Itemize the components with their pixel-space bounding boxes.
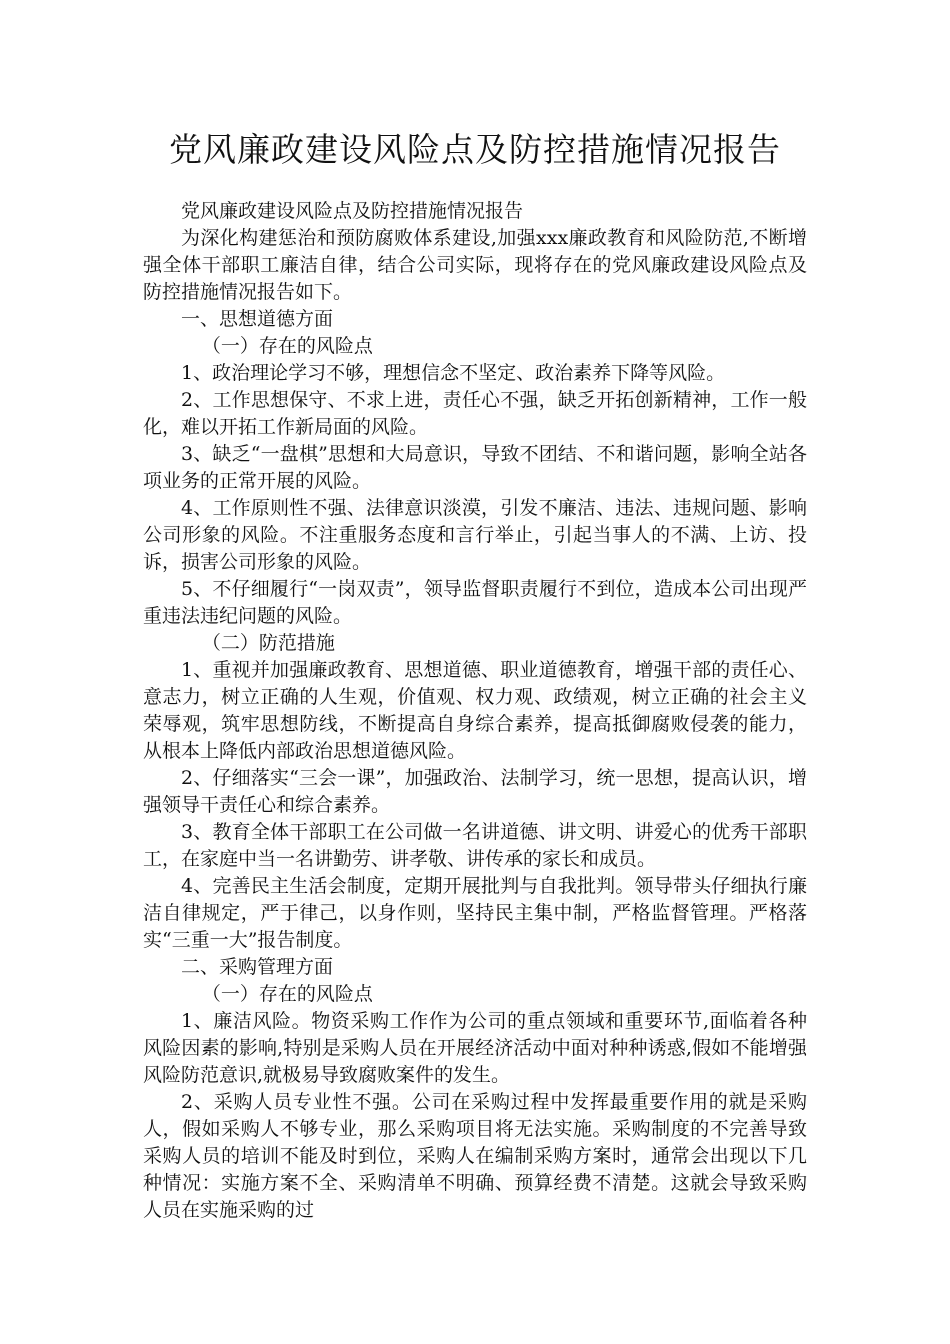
paragraph-measure-4: 4、完善民主生活会制度，定期开展批判与自我批判。领导带头仔细执行廉洁自律规定，严于律己，以身作则，坚持民主集中制，严格监督管理。严格落实“三重一大”报告制度。 [143,875,807,951]
paragraph-procurement-risk-1: 1、廉洁风险。物资采购工作作为公司的重点领域和重要环节,面临着各种风险因素的影响,特别是采购人员在开展经济活动中面对种种诱惑,假如不能增强风险防范意识,就极易导致腐败案件的发生。 [143,1010,807,1086]
paragraph-measure-3: 3、教育全体干部职工在公司做一名讲道德、讲文明、讲爱心的优秀干部职工，在家庭中当一名讲勤劳、讲孝敬、讲传承的家长和成员。 [143,821,807,870]
paragraph-intro: 为深化构建惩治和预防腐败体系建设,加强xxx廉政教育和风险防范,不断增强全体干部职工廉洁自律，结合公司实际，现将存在的党风廉政建设风险点及防控措施情况报告如下。 [143,227,807,303]
paragraph-subtitle: 党风廉政建设风险点及防控措施情况报告 [181,200,524,222]
subsection-heading-risks: （一）存在的风险点 [201,335,373,357]
document-body [143,198,807,1224]
section-heading-ideology: 一、思想道德方面 [181,308,334,330]
paragraph-risk-3: 3、缺乏“一盘棋”思想和大局意识，导致不团结、不和谐问题，影响全站各项业务的正常开展的风险。 [143,443,807,492]
paragraph-procurement-risk-2: 2、采购人员专业性不强。公司在采购过程中发挥最重要作用的就是采购人，假如采购人不够专业，那么采购项目将无法实施。采购制度的不完善导致采购人员的培训不能及时到位，采购人在编制采购方案时，通常会出现以下几种情况：实施方案不全、采购清单不明确、预算经费不清楚。这就会导致采购人员在实施采购的过 [143,1091,807,1221]
subsection-heading-procurement-risks: （一）存在的风险点 [201,983,373,1005]
paragraph-risk-5: 5、不仔细履行“一岗双责”，领导监督职责履行不到位，造成本公司出现严重违法违纪问题的风险。 [143,578,807,627]
paragraph-measure-2: 2、仔细落实“三会一课”，加强政治、法制学习，统一思想，提高认识，增强领导干责任心和综合素养。 [143,767,807,816]
document-title: 党风廉政建设风险点及防控措施情况报告 [169,130,781,169]
paragraph-measure-1: 1、重视并加强廉政教育、思想道德、职业道德教育，增强干部的责任心、意志力，树立正确的人生观，价值观、权力观、政绩观，树立正确的社会主义荣辱观，筑牢思想防线，不断提高自身综合素养，提高抵御腐败侵袭的能力，从根本上降低内部政治思想道德风险。 [143,659,807,762]
paragraph-risk-1: 1、政治理论学习不够，理想信念不坚定、政治素养下降等风险。 [181,362,726,384]
paragraph-risk-4: 4、工作原则性不强、法律意识淡漠，引发不廉洁、违法、违规问题、影响公司形象的风险。不注重服务态度和言行举止，引起当事人的不满、上访、投诉，损害公司形象的风险。 [143,497,807,573]
section-heading-procurement: 二、采购管理方面 [181,956,334,978]
paragraph-risk-2: 2、工作思想保守、不求上进，责任心不强，缺乏开拓创新精神，工作一般化，难以开拓工作新局面的风险。 [143,389,807,438]
subsection-heading-measures: （二）防范措施 [201,632,335,654]
